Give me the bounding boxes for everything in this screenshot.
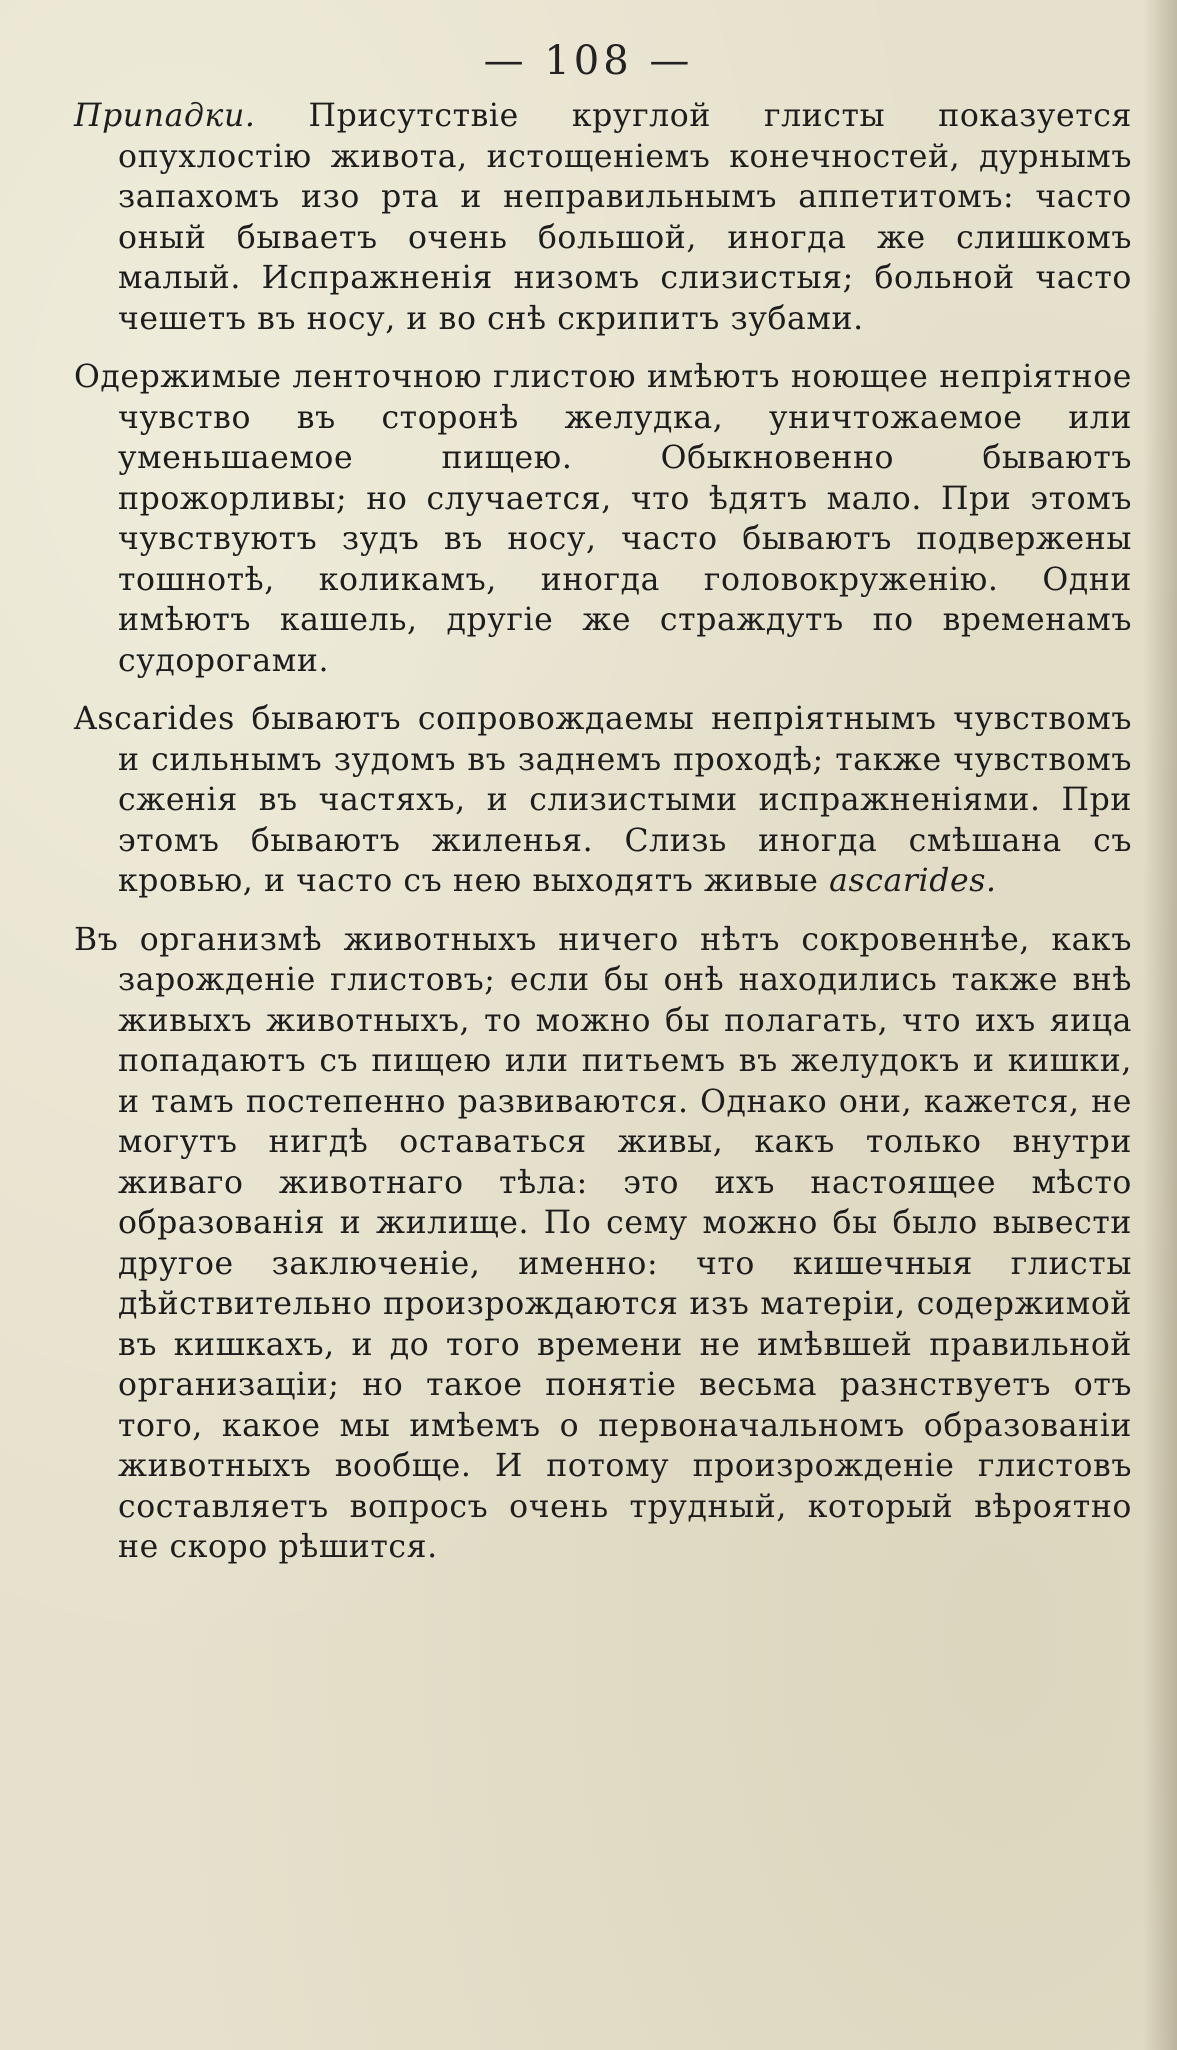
paragraph-text: Ascarides бываютъ сопровождаемы непріятнымъ чувствомъ и сильнымъ зудомъ въ заднемъ проходѣ; также чувствомъ сженія въ частяхъ, и слизистыми испражненіями. При этомъ бываютъ жиленья. Слизь иногда смѣшана съ кровью, и часто съ нею выходятъ живые	[74, 701, 1132, 899]
paragraph-lead: Припадки.	[74, 98, 256, 134]
paragraph-tapeworm	[74, 357, 1132, 681]
page-edge-shadow	[1143, 0, 1177, 2050]
paragraph-symptoms	[74, 96, 1132, 339]
paragraph-origin	[74, 920, 1132, 1568]
paragraph-italic-term: ascarides.	[829, 863, 997, 899]
body-text	[74, 96, 1132, 1586]
page-number: — 108 —	[483, 38, 694, 84]
paragraph-text: Одержимые ленточною глистою имѣютъ ноющее непріятное чувство въ сторонѣ желудка, уничтожаемое или уменьшаемое пищею. Обыкновенно бываютъ прожорливы; но случается, что ѣдятъ мало. При этомъ чувствуютъ зудъ въ носу, часто бываютъ подвержены тошнотѣ, коликамъ, иногда головокруженію. Одни имѣютъ кашель, другіе же страждутъ по временамъ судорогами.	[74, 359, 1132, 679]
paragraph-text: Въ организмѣ животныхъ ничего нѣтъ сокровеннѣе, какъ зарожденіе глистовъ; если бы онѣ находились также внѣ живыхъ животныхъ, то можно бы полагать, что ихъ яица попадаютъ съ пищею или питьемъ въ желудокъ и кишки, и тамъ постепенно развиваются. Однако они, кажется, не могутъ нигдѣ оставаться живы, какъ только внутри живаго животнаго тѣла: это ихъ настоящее мѣсто образованія и жилище. По сему можно бы было вывести другое заключеніе, именно: что кишечныя глисты дѣйствительно произрождаются изъ матеріи, содержимой въ кишкахъ, и до того времени не имѣвшей правильной организаціи; но такое понятіе весьма разнствуетъ отъ того, какое мы имѣемъ о первоначальномъ образованіи животныхъ вообще. И потому произрожденіе глистовъ составляетъ вопросъ очень трудный, который вѣроятно не скоро рѣшится.	[74, 921, 1132, 1565]
paragraph-ascarides	[74, 699, 1132, 902]
paragraph-text: Присутствіе круглой глисты показуется опухлостію живота, истощеніемъ конечностей, дурнымъ запахомъ изо рта и неправильнымъ аппетитомъ: часто оный бываетъ очень большой, иногда же слишкомъ малый. Испражненія низомъ слизистыя; больной часто чешетъ въ носу, и во снѣ скрипитъ зубами.	[118, 98, 1132, 337]
